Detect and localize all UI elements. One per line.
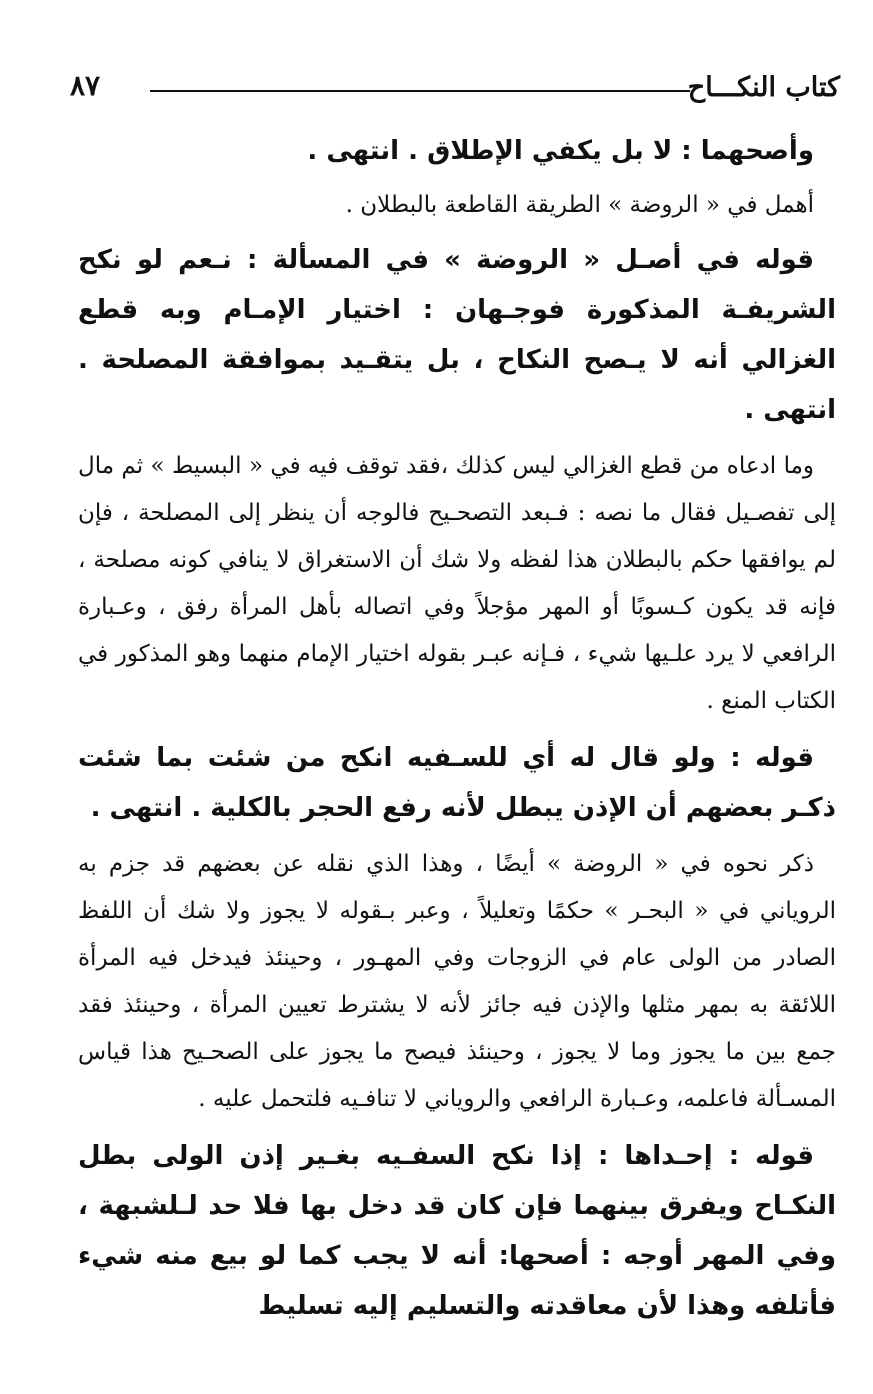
commentary-text: أهمل في « الروضة » الطريقة القاطعة بالبطلان . bbox=[345, 192, 814, 218]
commentary-paragraph bbox=[78, 443, 836, 725]
page-number: ٨٧ bbox=[70, 69, 101, 102]
quote-paragraph bbox=[78, 1131, 836, 1331]
quote-text: قوله : إحـداها : إذا نكح السفـيه بغـير إذن الولى بطل النكـاح ويفرق بينهما فإن كان قد دخل بها فلا حد لـلشبهة ، وفي المهر أوجه : أصحها: أنه لا يجب كما لو بيع منه شيء فأتلفه وهذا لأن معاقدته والتسليم إليه تسليط bbox=[78, 1141, 836, 1321]
commentary-paragraph bbox=[78, 182, 836, 229]
commentary-paragraph bbox=[78, 841, 836, 1123]
quote-text: قوله : ولو قال له أي للسـفيه انكح من شئت بما شئت ذكـر بعضهم أن الإذن يبطل لأنه رفع الحجر بالكلية . انتهى . bbox=[78, 743, 836, 823]
quote-paragraph bbox=[78, 235, 836, 435]
commentary-text: وما ادعاه من قطع الغزالي ليس كذلك ،فقد توقف فيه في « البسيط » ثم مال إلى تفصـيل فقال ما نصه : فـبعد التصحـيح فالوجه أن ينظر إلى المصلحة ، فإن لم يوافقها حكم بالبطلان هذا لفظه ولا شك أن الاستغراق لا ينافي كونه مصلحة ، فإنه قد يكون كـسوبًا أو المهر مؤجلاً وفي اتصاله بأهل المرأة رفق ، وعـبارة الرافعي لا يرد علـيها شيء ، فـإنه عبـر بقوله اختيار الإمام منهما وهو المذكور في الكتاب المنع . bbox=[78, 453, 836, 714]
header-rule bbox=[150, 90, 690, 92]
quote-text: وأصحهما : لا بل يكفي الإطلاق . انتهى . bbox=[307, 136, 814, 166]
quote-text: قوله في أصـل « الروضة » في المسألة : نـعم لو نكح الشريفـة المذكورة فوجـهان : اختيار الإمـام وبه قطع الغزالي أنه لا يـصح النكاح ، بل يتقـيد بموافقة المصلحة . انتهى . bbox=[78, 245, 836, 425]
page-body bbox=[78, 126, 836, 1339]
quote-paragraph bbox=[78, 126, 836, 176]
quote-paragraph bbox=[78, 733, 836, 833]
running-title: كتاب النكـــاح bbox=[687, 72, 840, 103]
page-header bbox=[70, 66, 840, 110]
commentary-text: ذكر نحوه في « الروضة » أيضًا ، وهذا الذي نقله عن بعضهم قد جزم به الروياني في « البحـر » حكمًا وتعليلاً ، وعبر بـقوله لا يجوز ولا شك أن اللفظ الصادر من الولى عام في الزوجات وفي المهـور ، وحينئذ فيدخل فيه المرأة اللائقة به بمهر مثلها والإذن فيه جائز لأنه لا يشترط تعيين المرأة ، وحينئذ فقد جمع بين ما يجوز وما لا يجوز ، وحينئذ فيصح ما يجوز على الصحـيح هذا قياس المسـألة فاعلمه، وعـبارة الرافعي والروياني لا تنافـيه فلتحمل عليه . bbox=[78, 851, 836, 1112]
